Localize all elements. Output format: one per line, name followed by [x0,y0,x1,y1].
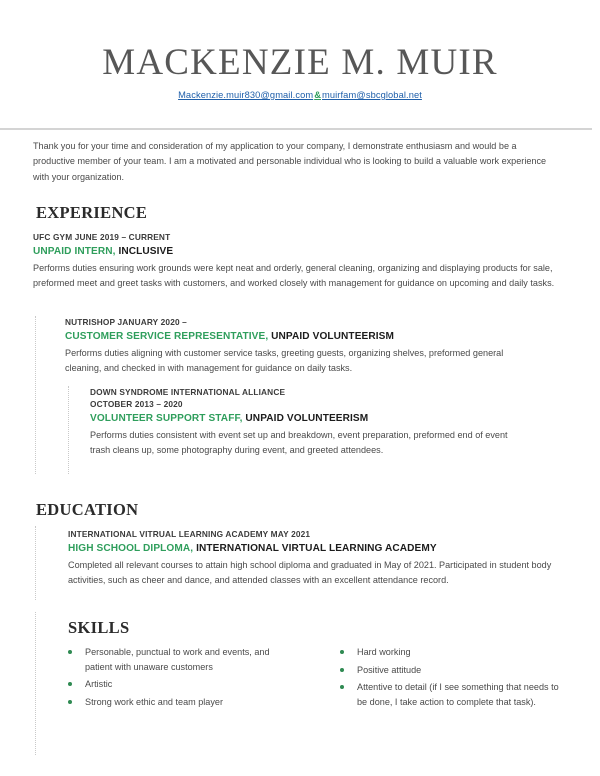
entry-organization: UFC GYM JUNE 2019 – CURRENT [33,232,171,242]
entry-organization: NUTRISHOP JANUARY 2020 – [65,317,187,327]
resume-header [0,0,600,100]
bullet-icon [68,650,72,654]
list-item [340,645,568,660]
bullet-icon [340,650,344,654]
page-title: MACKENZIE M. MUIR [102,42,498,83]
list-item [340,680,568,709]
entry-role [33,244,561,259]
header-divider [0,128,592,130]
indent-guide-rule [68,386,69,474]
skill-text: Strong work ethic and team player [85,697,223,708]
education-entry [68,528,558,588]
entry-role [68,541,558,556]
email-secondary-link[interactable]: muirfam@sbcglobal.net [322,89,422,100]
entry-dates: OCTOBER 2013 – 2020 [90,399,183,410]
experience-entry [33,231,561,291]
list-item [68,677,296,692]
contact-line [0,90,600,100]
entry-role-type: UNPAID VOLUNTEERISM [245,413,369,425]
bullet-icon [340,668,344,672]
entry-organization: INTERNATIONAL VITRUAL LEARNING ACADEMY MAY 2021 [68,529,311,539]
entry-organization: DOWN SYNDROME INTERNATIONAL ALLIANCE [90,387,286,397]
entry-role-title: UNPAID INTERN, [33,246,116,258]
entry-description: Performs duties ensuring work grounds were kept neat and orderly, general cleaning, organizing and displaying products for sale, preformed meet and greet tasks with customers, and worked closely with management for guidance on upcoming and daily tasks. [33,263,555,289]
section-heading-skills: SKILLS [68,618,130,637]
entry-description: Performs duties aligning with customer service tasks, greeting guests, organizing shelves, preformed general cleaning, and checked in with management for guidance on daily tasks. [65,348,504,374]
entry-description: Completed all relevant courses to attain high school diploma and graduated in May of 2021. Participated in student body activities, such as cheer and dance, and attended classes with an excellent attendance record. [68,560,552,586]
entry-role-type: UNPAID VOLUNTEERISM [271,331,394,343]
skills-column-right [340,645,568,713]
list-item [68,695,296,710]
list-item [68,645,296,674]
skill-text: Personable, punctual to work and events, and patient with unaware customers [85,647,270,672]
email-primary-link[interactable]: Mackenzie.muir830@gmail.com [178,89,314,100]
skill-text: Artistic [85,679,113,690]
entry-role-type: INCLUSIVE [118,246,174,258]
skills-column-left [68,645,296,713]
email-separator: & [314,89,322,100]
skill-text: Hard working [357,647,411,657]
entry-role-title: VOLUNTEER SUPPORT STAFF, [90,413,243,425]
skill-text: Attentive to detail (if I see something that needs to be done, I take action to complete that task). [357,682,559,708]
entry-role-title: CUSTOMER SERVICE REPRESENTATIVE, [65,331,269,343]
list-item [340,663,568,678]
section-heading-education: EDUCATION [36,500,139,519]
indent-guide-rule [35,526,36,600]
entry-description: Performs duties consistent with event set up and breakdown, event preparation, preformed end of event trash cleans up, some photography during event, and greeted attendees. [90,430,508,456]
entry-role-title: HIGH SCHOOL DIPLOMA, [68,543,194,555]
entry-role-type: INTERNATIONAL VIRTUAL LEARNING ACADEMY [196,543,437,555]
bullet-icon [68,700,72,704]
entry-role [90,411,530,426]
bullet-icon [68,682,72,686]
experience-entry [90,386,530,458]
experience-entry [65,316,535,376]
section-heading-experience: EXPERIENCE [36,203,148,222]
bullet-icon [340,685,344,689]
entry-role [65,329,535,344]
indent-guide-rule [35,612,36,755]
skill-text: Positive attitude [357,664,422,675]
skills-columns [68,645,568,713]
intro-paragraph: Thank you for your time and consideration of my application to your company, I demonstrate enthusiasm and would be a productive member of your team. I am a motivated and personable individual who is looking to build a valuable work experience with your organization. [33,141,547,182]
indent-guide-rule [35,316,36,474]
